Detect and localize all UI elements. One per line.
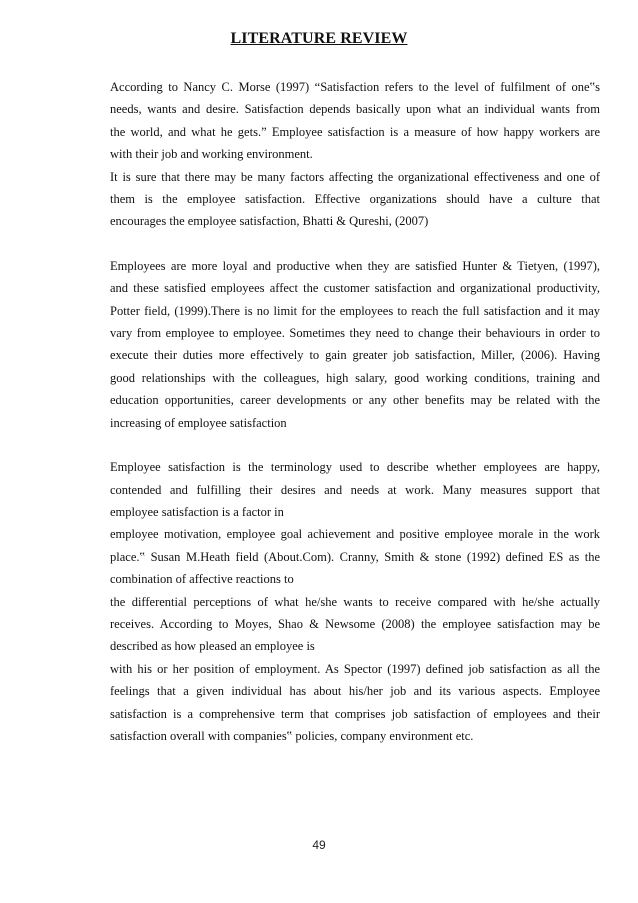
text-line: contended and fulfilling their desires and needs at work. Many measures support that (110, 482, 600, 497)
text-line: It is sure that there may be many factors affecting the organizational effectiveness and one of (110, 169, 600, 184)
text-line: needs, wants and desire. Satisfaction depends basically upon what an individual wants from (110, 102, 600, 117)
text-line: with their job and working environment. (110, 147, 313, 162)
text-line: place.‟ Susan M.Heath field (About.Com). Cranny, Smith & stone (1992) defined ES as the (110, 549, 600, 564)
text-line: with his or her position of employment. As Spector (1997) defined job satisfaction as all the (110, 661, 600, 676)
text-line: good relationships with the colleagues, high salary, good working conditions, training and (110, 370, 600, 385)
body-text (110, 76, 600, 747)
text-line: the differential perceptions of what he/she wants to receive compared with he/she actually (110, 594, 600, 609)
text-line: vary from employee to employee. Sometimes they need to change their behaviours in order to (110, 326, 600, 341)
paragraph-terminology (110, 456, 600, 523)
page-title: LITERATURE REVIEW (230, 30, 408, 47)
text-line: receives. According to Moyes, Shao & Newsome (2008) the employee satisfaction may be (110, 616, 600, 631)
text-line: execute their duties more effectively to gain greater job satisfaction, Miller, (2006). Having (110, 348, 600, 363)
page-number: 49 (312, 838, 326, 852)
text-line: described as how pleased an employee is (110, 639, 315, 654)
text-line: combination of affective reactions to (110, 572, 294, 587)
text-line: According to Nancy C. Morse (1997) “Satisfaction refers to the level of fulfilment of one‟s (110, 80, 600, 94)
text-line: increasing of employee satisfaction (110, 415, 287, 430)
text-line: them is the employee satisfaction. Effective organizations should have a culture that (110, 192, 600, 207)
text-line: employee motivation, employee goal achievement and positive employee morale in the work (110, 527, 600, 542)
text-line: satisfaction is a comprehensive term that comprises job satisfaction of employees and their (110, 706, 600, 721)
text-line: feelings that a given individual has about his/her job and its various aspects. Employee (110, 684, 600, 699)
text-line: Employees are more loyal and productive when they are satisfied Hunter & Tietyen, (1997), (110, 258, 600, 273)
paragraph-differential-perceptions (110, 591, 600, 658)
text-line: satisfaction overall with companies‟ policies, company environment etc. (110, 728, 474, 743)
paragraph-morse-definition (110, 76, 600, 166)
text-line: the world, and what he gets.” Employee satisfaction is a measure of how happy workers are (110, 124, 600, 139)
text-line: and these satisfied employees affect the customer satisfaction and organizational productivity, (110, 281, 600, 296)
paragraph-loyal-productive (110, 255, 600, 434)
paragraph-spector (110, 658, 600, 748)
text-line: education opportunities, career developments or any other benefits may be related with the (110, 393, 600, 408)
text-line: Employee satisfaction is the terminology used to describe whether employees are happy, (110, 460, 600, 475)
paragraph-organizational-factors (110, 166, 600, 233)
text-line: employee satisfaction is a factor in (110, 504, 284, 519)
text-line: Potter field, (1999).There is no limit for the employees to reach the full satisfaction and it may (110, 303, 600, 318)
text-line: encourages the employee satisfaction, Bhatti & Qureshi, (2007) (110, 214, 429, 229)
paragraph-motivation (110, 523, 600, 590)
